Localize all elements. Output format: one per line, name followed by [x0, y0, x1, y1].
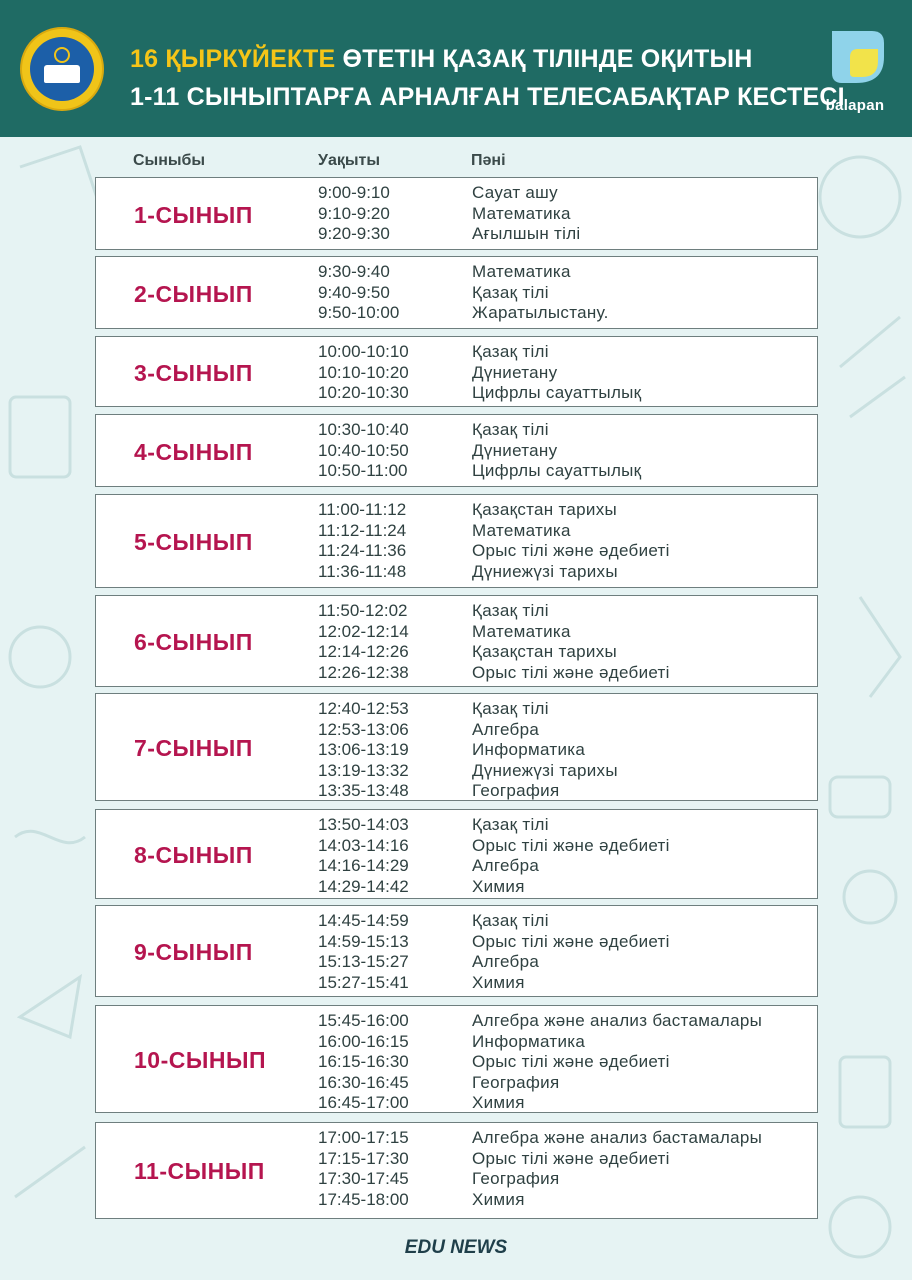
subject-name: Алгебра	[472, 856, 540, 875]
subject-name: Қазақ тілі	[472, 420, 549, 439]
subject-name: Қазақстан тарихы	[472, 500, 618, 519]
subject-name: Орыс тілі және әдебиеті	[472, 835, 670, 855]
time-slot: 9:40-9:50	[318, 282, 390, 302]
subject-name: Қазақ тілі	[472, 815, 549, 834]
time-slot: 16:45-17:00	[318, 1093, 409, 1112]
subject-name: География	[472, 781, 560, 800]
time-slot: 9:20-9:30	[318, 224, 390, 243]
subject-list	[472, 420, 641, 482]
time-slot: 16:15-16:30	[318, 1052, 409, 1071]
subject-name: Ағылшын тілі	[472, 224, 581, 243]
subject-list	[472, 342, 641, 404]
subject-list	[472, 1011, 762, 1114]
time-slot: 11:50-12:02	[318, 601, 408, 620]
grade-label: 7-СЫНЫП	[134, 735, 253, 761]
subject-name: Қазақ тілі	[472, 601, 549, 620]
time-list	[318, 342, 409, 404]
time-slot: 14:59-15:13	[318, 931, 409, 951]
subject-name: Цифрлы сауаттылық	[472, 461, 642, 480]
subject-name: Орыс тілі және әдебиеті	[472, 1148, 670, 1168]
time-slot: 10:10-10:20	[318, 362, 409, 382]
subject-name: Дүниетану	[472, 440, 558, 460]
time-slot: 11:36-11:48	[318, 561, 407, 581]
subject-name: Химия	[472, 1189, 525, 1209]
time-slot: 13:50-14:03	[318, 815, 409, 834]
schedule-row-grade-7	[95, 693, 818, 801]
subject-name: Математика	[472, 262, 571, 281]
subject-name: Алгебра және анализ бастамалары	[472, 1128, 763, 1147]
grade-label: 11-СЫНЫП	[134, 1158, 265, 1184]
time-slot: 16:00-16:15	[318, 1031, 409, 1051]
time-slot: 12:53-13:06	[318, 719, 409, 739]
subject-name: Дүниежүзі тарихы	[472, 760, 618, 780]
subject-list	[472, 815, 670, 897]
subject-name: Алгебра	[472, 952, 540, 971]
subject-list	[472, 699, 618, 802]
schedule-row-grade-3	[95, 336, 818, 407]
schedule-row-grade-5	[95, 494, 818, 588]
grade-label: 9-СЫНЫП	[134, 939, 253, 965]
subject-name: Алгебра	[472, 719, 540, 739]
time-slot: 9:50-10:00	[318, 303, 400, 322]
subject-name: Химия	[472, 1093, 525, 1112]
subject-name: Алгебра және анализ бастамалары	[472, 1011, 763, 1030]
subject-name: Орыс тілі және әдебиеті	[472, 662, 670, 682]
time-list	[318, 183, 390, 245]
time-slot: 12:26-12:38	[318, 662, 409, 682]
time-list	[318, 420, 409, 482]
subject-name: Химия	[472, 972, 525, 992]
time-slot: 12:40-12:53	[318, 699, 409, 718]
balapan-logo-text: balapan	[825, 97, 885, 114]
subject-name: Информатика	[472, 1031, 586, 1051]
subject-name: Информатика	[472, 740, 586, 759]
subject-name: Орыс тілі және әдебиеті	[472, 1052, 670, 1071]
time-slot: 14:45-14:59	[318, 911, 409, 930]
time-slot: 10:50-11:00	[318, 461, 408, 480]
subject-list	[472, 601, 670, 683]
subject-name: Математика	[472, 520, 571, 540]
subject-list	[472, 500, 670, 582]
subject-name: Қазақ тілі	[472, 342, 549, 361]
subject-list	[472, 262, 609, 324]
grade-label: 10-СЫНЫП	[134, 1047, 267, 1073]
subject-list	[472, 911, 670, 993]
time-slot: 15:13-15:27	[318, 952, 409, 971]
subject-name: Математика	[472, 621, 571, 641]
time-slot: 13:35-13:48	[318, 781, 409, 800]
schedule-row-grade-9	[95, 905, 818, 997]
grade-label: 5-СЫНЫП	[134, 529, 253, 555]
time-slot: 14:16-14:29	[318, 856, 409, 875]
time-slot: 12:02-12:14	[318, 621, 409, 641]
schedule-row-grade-1	[95, 177, 818, 250]
time-list	[318, 1128, 409, 1210]
subject-name: Математика	[472, 203, 571, 223]
time-slot: 11:00-11:12	[318, 500, 407, 519]
title-rest: ӨТЕТІН ҚАЗАҚ ТІЛІНДЕ ОҚИТЫН	[335, 45, 753, 73]
time-slot: 10:30-10:40	[318, 420, 409, 439]
time-list	[318, 1011, 409, 1114]
subject-name: География	[472, 1169, 560, 1188]
time-slot: 16:30-16:45	[318, 1072, 409, 1092]
time-slot: 15:45-16:00	[318, 1011, 409, 1030]
time-slot: 10:40-10:50	[318, 440, 409, 460]
schedule-row-grade-8	[95, 809, 818, 899]
time-slot: 13:06-13:19	[318, 740, 409, 759]
subject-name: Дүниетану	[472, 362, 558, 382]
subject-name: География	[472, 1072, 560, 1092]
column-header-time: Уақыты	[318, 152, 381, 169]
grade-label: 2-СЫНЫП	[134, 281, 253, 307]
time-slot: 9:10-9:20	[318, 203, 390, 223]
time-list	[318, 262, 399, 324]
subject-name: Орыс тілі және әдебиеті	[472, 541, 670, 560]
time-slot: 9:30-9:40	[318, 262, 390, 281]
subject-name: Қазақ тілі	[472, 911, 549, 930]
time-slot: 13:19-13:32	[318, 760, 409, 780]
grade-label: 6-СЫНЫП	[134, 629, 253, 655]
column-header-class: Сыныбы	[133, 152, 206, 169]
subject-name: Жаратылыстану.	[472, 303, 609, 322]
schedule-row-grade-11	[95, 1122, 818, 1219]
time-list	[318, 601, 409, 683]
subject-list	[472, 183, 581, 245]
balapan-logo-icon	[826, 27, 886, 87]
time-slot: 17:00-17:15	[318, 1128, 409, 1147]
grade-label: 4-СЫНЫП	[134, 439, 253, 465]
schedule-row-grade-4	[95, 414, 818, 487]
subject-name: Орыс тілі және әдебиеті	[472, 931, 670, 951]
title-line-1	[130, 45, 752, 74]
subject-name: Қазақстан тарихы	[472, 642, 618, 661]
subject-name: Цифрлы сауаттылық	[472, 383, 642, 402]
subject-list	[472, 1128, 762, 1210]
time-slot: 17:15-17:30	[318, 1148, 409, 1168]
schedule-row-grade-2	[95, 256, 818, 329]
time-slot: 9:00-9:10	[318, 183, 390, 202]
time-slot: 12:14-12:26	[318, 642, 409, 661]
ministry-emblem-icon	[20, 27, 104, 111]
time-slot: 11:24-11:36	[318, 541, 407, 560]
time-slot: 10:20-10:30	[318, 383, 409, 402]
time-slot: 15:27-15:41	[318, 972, 409, 992]
subject-name: Химия	[472, 876, 525, 896]
time-slot: 17:45-18:00	[318, 1189, 409, 1209]
schedule-row-grade-6	[95, 595, 818, 687]
schedule-row-grade-10	[95, 1005, 818, 1113]
grade-label: 3-СЫНЫП	[134, 360, 253, 386]
time-list	[318, 911, 409, 993]
title-date: 16 ҚЫРКҮЙЕКТЕ	[130, 45, 336, 73]
footer-source: EDU NEWS	[404, 1237, 508, 1258]
subject-name: Қазақ тілі	[472, 699, 549, 718]
title-line-2: 1-11 СЫНЫПТАРҒА АРНАЛҒАН ТЕЛЕСАБАҚТАР КЕСТЕСІ	[130, 83, 845, 111]
subject-name: Сауат ашу	[472, 183, 558, 202]
time-slot: 11:12-11:24	[318, 520, 407, 540]
column-header-subject: Пәні	[471, 152, 506, 169]
time-slot: 14:03-14:16	[318, 835, 409, 855]
time-slot: 10:00-10:10	[318, 342, 409, 361]
subject-name: Қазақ тілі	[472, 282, 549, 302]
subject-name: Дүниежүзі тарихы	[472, 561, 618, 581]
time-list	[318, 815, 409, 897]
grade-label: 8-СЫНЫП	[134, 842, 253, 868]
time-list	[318, 500, 406, 582]
time-slot: 17:30-17:45	[318, 1169, 409, 1188]
header-bar	[0, 0, 912, 137]
time-list	[318, 699, 409, 802]
grade-label: 1-СЫНЫП	[134, 202, 253, 228]
time-slot: 14:29-14:42	[318, 876, 409, 896]
